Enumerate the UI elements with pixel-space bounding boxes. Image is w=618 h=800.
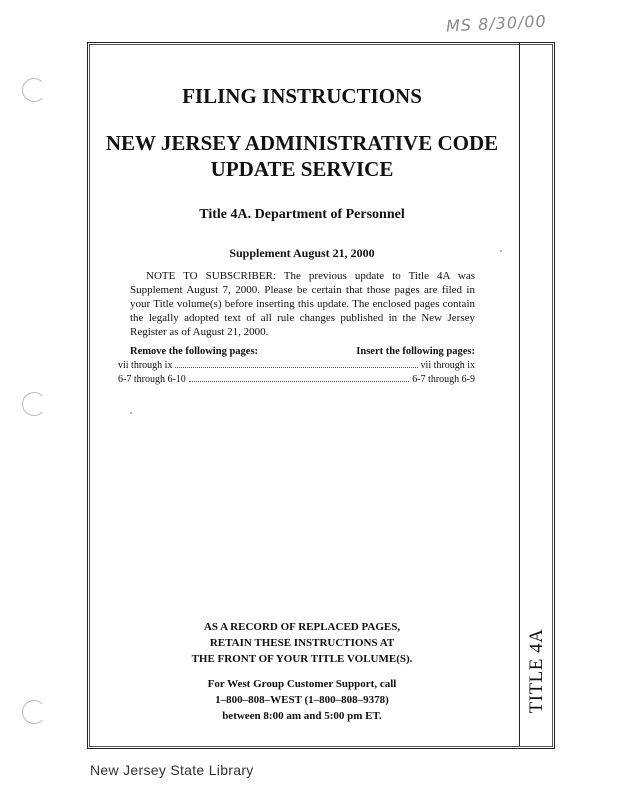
retain-notice-line: AS A RECORD OF REPLACED PAGES, [203,621,401,633]
subheading-line: NEW JERSEY ADMINISTRATIVE CODE [105,131,499,155]
support-line: 1–800–808–WEST (1–800–808–9378) [215,694,389,706]
punch-hole [22,392,46,416]
supplement-date: Supplement August 21, 2000 [229,246,375,260]
insert-pages-value: vii through ix [420,360,475,371]
retain-notice-line: THE FRONT OF YOUR TITLE VOLUME(S). [191,653,413,665]
dot-leader [175,367,417,368]
insert-pages-header: Insert the following pages: [356,346,475,357]
remove-pages-value: vii through ix [118,360,173,371]
punch-hole [22,700,46,724]
support-line: For West Group Customer Support, call [207,678,397,690]
remove-pages-header: Remove the following pages: [130,346,259,357]
scan-speck [500,250,502,252]
subheading [88,130,516,182]
scan-speck [130,412,132,414]
title-tab-label: TITLE 4A [526,628,547,714]
heading: FILING INSTRUCTIONS [182,84,422,108]
tab-divider-line [519,43,520,746]
title-line: Title 4A. Department of Personnel [199,207,405,222]
insert-pages-value: 6-7 through 6-9 [412,374,475,385]
customer-support [88,676,516,724]
handwritten-initials-date: MS 8/30/00 [445,11,548,36]
support-line: between 8:00 am and 5:00 pm ET. [222,710,382,722]
note-to-subscriber: NOTE TO SUBSCRIBER: The previous update to Title 4A was Supplement August 7, 2000. Please be certain that those pages are filed in your Title volume(s) before inserting this update. The enclosed pages contain the legally adopted text of all rule changes published in the New Jersey Register as of August 21, 2000. [130,270,475,338]
retain-notice [88,619,516,667]
retain-notice-line: RETAIN THESE INSTRUCTIONS AT [209,637,395,649]
pages-row [118,374,475,385]
remove-pages-value: 6-7 through 6-10 [118,374,186,385]
dot-leader [189,381,409,382]
subheading-line: UPDATE SERVICE [210,157,394,181]
library-stamp: New Jersey State Library [90,762,254,778]
punch-hole [22,78,46,102]
pages-row [118,360,475,371]
